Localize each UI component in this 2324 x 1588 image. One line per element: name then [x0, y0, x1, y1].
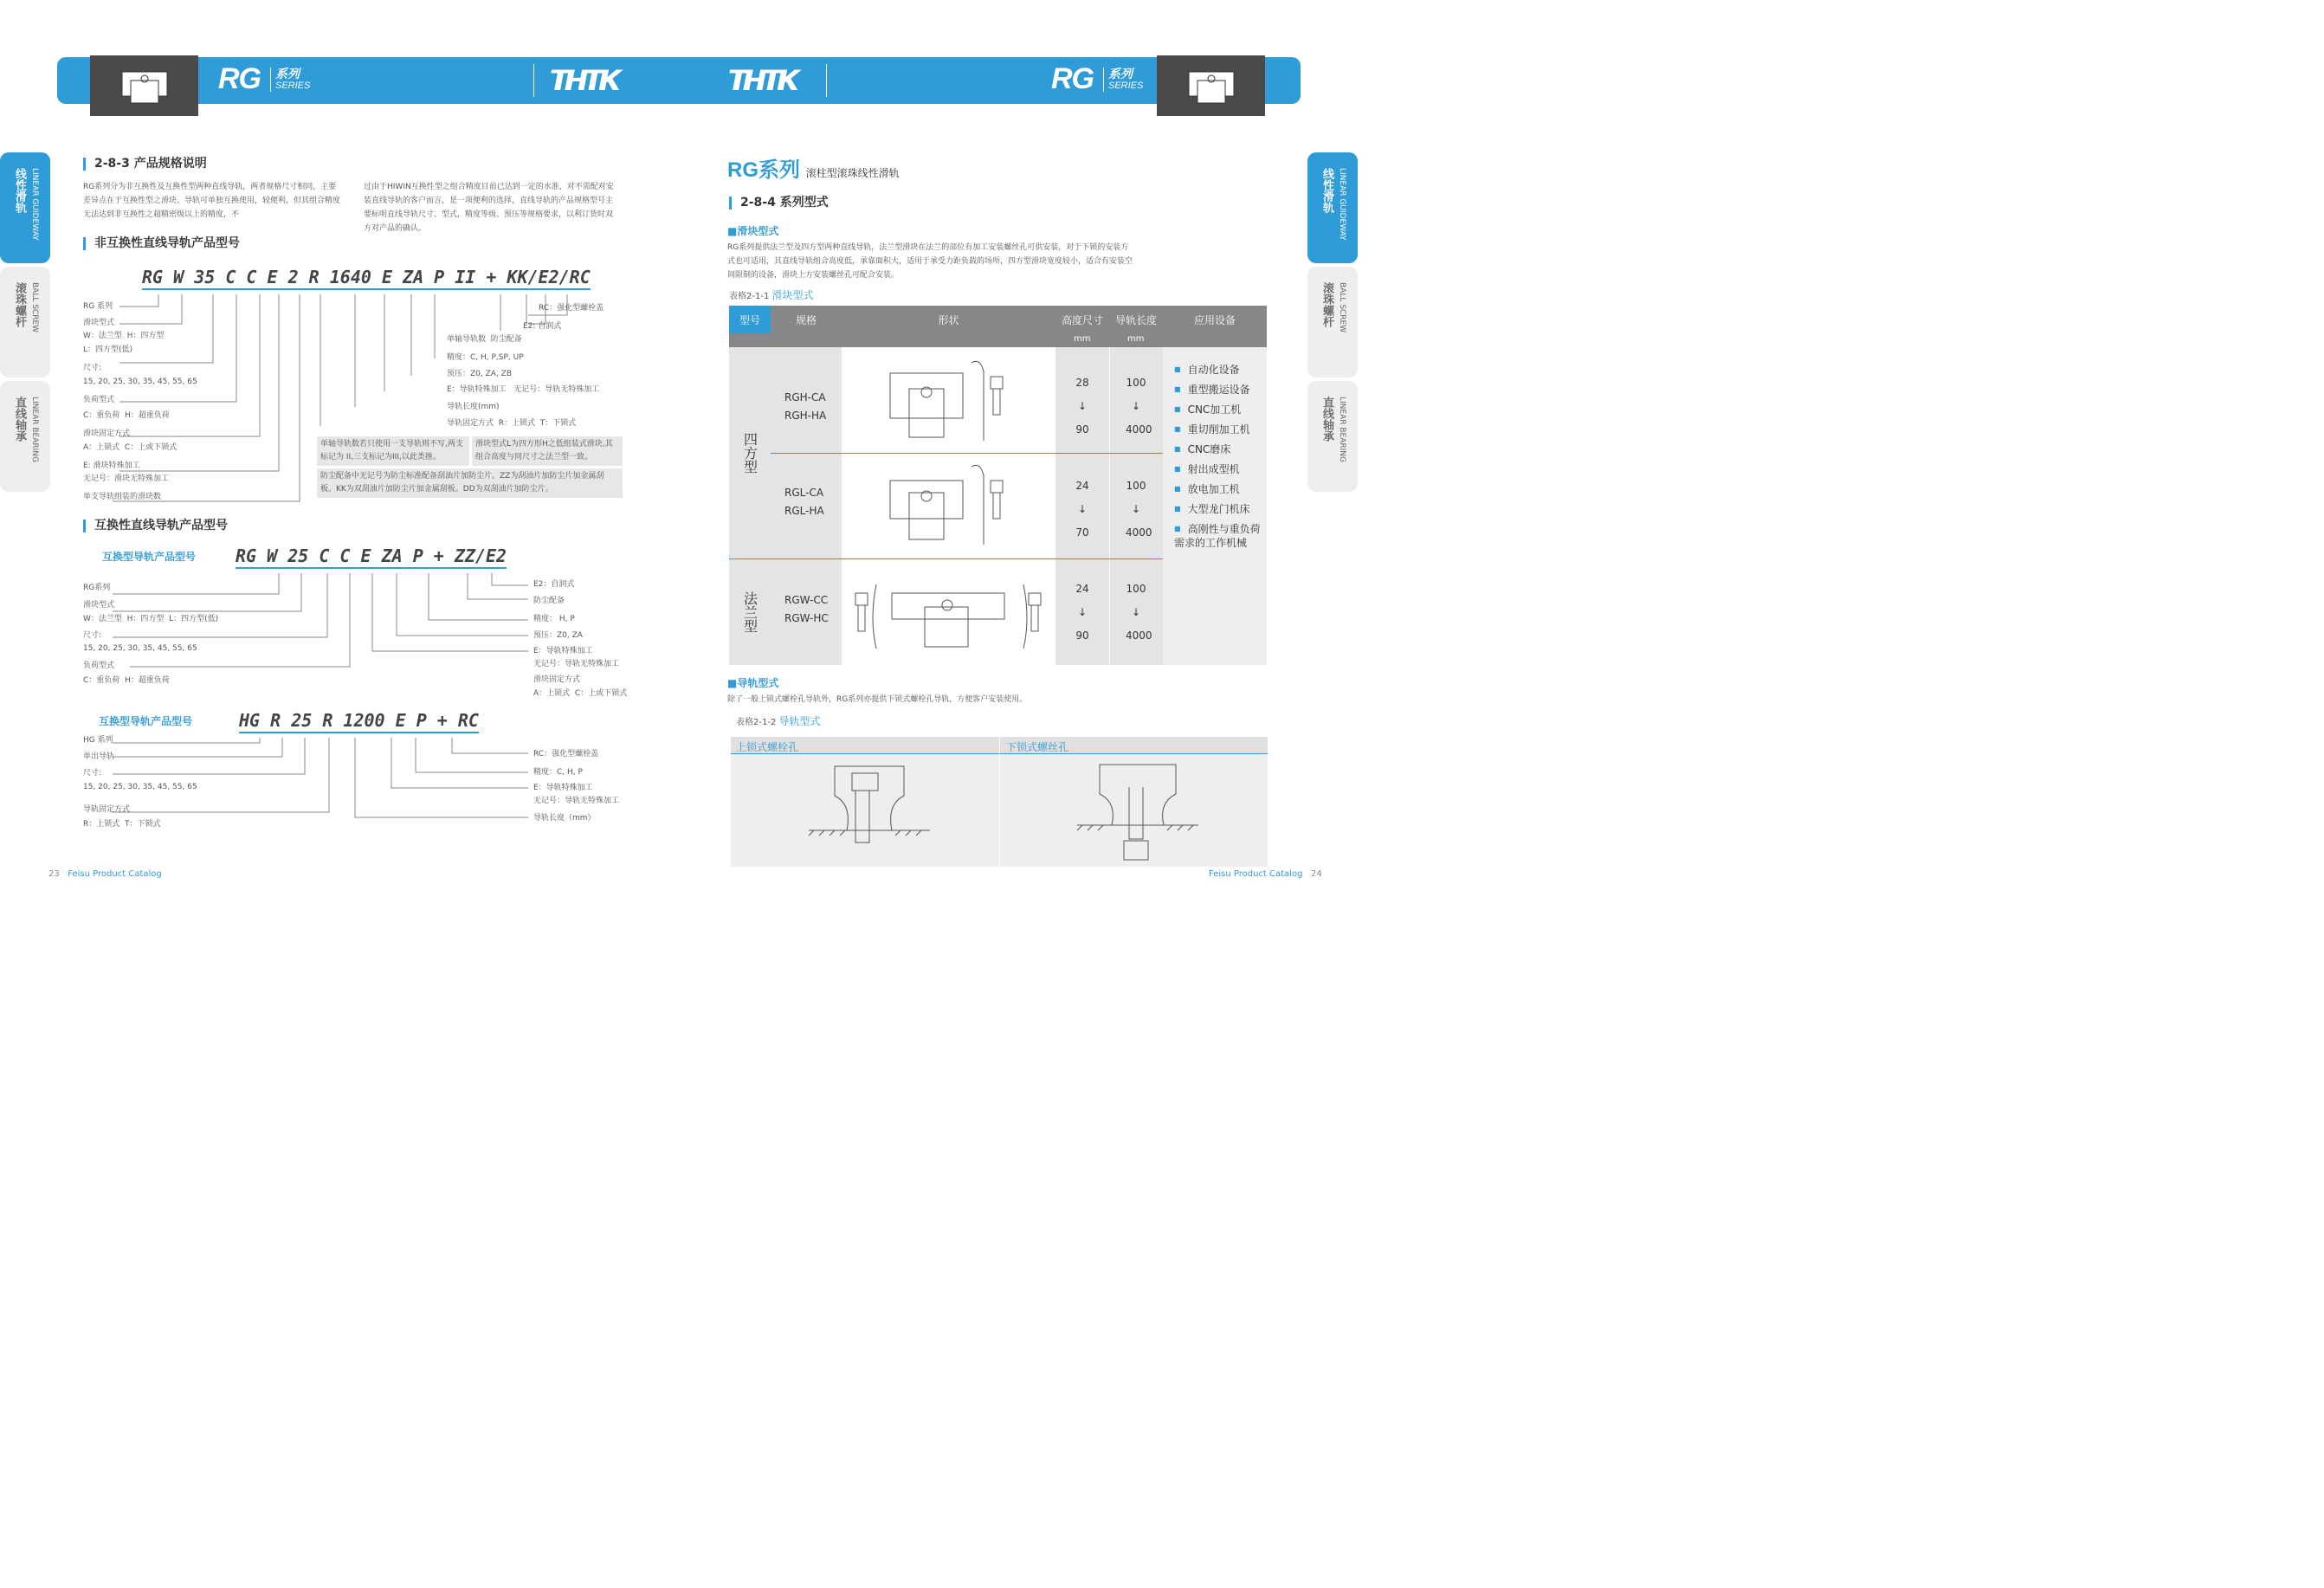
label: E：导轨特殊加工 无记号：导轨无特殊加工 [447, 385, 600, 394]
label: W：法兰型 H：四方型 [83, 332, 165, 340]
brand-logo-right: THTK [727, 64, 796, 97]
label: 滑块固定方式 [533, 675, 581, 684]
length-cell: 100 ↓ 4000 [1126, 583, 1152, 642]
label: HG 系列 [83, 736, 113, 745]
table-caption: 表格2-1-1 滑块型式 [729, 289, 814, 301]
tab-ball-screw[interactable]: 滚珠螺杆 BALL SCREW [1307, 267, 1358, 378]
label: 尺寸: [83, 364, 102, 372]
model-code: RG W 25 C C E ZA P + ZZ/E2 [236, 545, 507, 569]
subheading: ■滑块型式 [727, 225, 779, 237]
label: E: 滑块特殊加工 [83, 462, 140, 470]
label: RG 系列 [83, 302, 113, 311]
tab-ball-screw[interactable]: 滚珠螺杆 BALL SCREW [0, 267, 50, 378]
label: L：四方型(低) [83, 345, 133, 354]
bottom-lock-rail-drawing [1077, 761, 1198, 865]
label: C：重负荷 H：超重负荷 [83, 411, 170, 420]
brand-logo-left: THTK [549, 64, 617, 97]
spec-cell: RGW-CC RGW-HC [784, 594, 829, 624]
paragraph: RG系列提供法兰型及四方型两种直线导轨，法兰型滑块在法兰的部位有加工安装螺丝孔可供安装，对于下锁的安装方式也可适用，其直线导轨组合高度低，承靠面积大，适用于承受力距负载的场所，四方型滑块宽度较小，适合有安装空间限制的设备，滑块上方安装螺丝孔可配合安装。 [727, 243, 1133, 280]
spec-cell: RGH-CA RGH-HA [784, 391, 827, 422]
length-cell: 100 ↓ 4000 [1126, 377, 1152, 436]
list-item: ■ CNC磨床 [1174, 442, 1261, 456]
table-header: 形状 [842, 306, 1055, 333]
tab-linear-guideway[interactable]: 线性滑轨 LINEAR GUIDEWAY [1307, 152, 1358, 263]
tab-linear-bearing[interactable]: 直线轴承 LINEAR BEARING [1307, 381, 1358, 492]
slider-block-icon [1157, 55, 1265, 116]
table-header: 型号 [729, 306, 771, 333]
paragraph: 过由于HIWIN互换性型之组合精度目前已达到一定的水准，对不需配对安装直线导轨的客户而言，是一项便利的选择，直线导轨的产品规格型号主要标明直线导轨尺寸、型式，精度等级、预压等规格要求，以利订货时双方对产品的确认。 [364, 183, 614, 233]
table-header: 高度尺寸 [1055, 306, 1109, 333]
unit-row: mm mm [729, 333, 1267, 347]
label: 导轨固定方式 R：上锁式 T：下锁式 [447, 419, 577, 428]
label: 无记号：导轨无特殊加工 [533, 660, 620, 668]
label: 滑块型式 [83, 319, 115, 327]
series-logo-right: RG [1051, 62, 1094, 95]
list-item: ■ 高刚性与重负荷需求的工作机械 [1174, 522, 1261, 550]
tab-linear-guideway[interactable]: 线性滑轨 LINEAR GUIDEWAY [0, 152, 50, 263]
group-label: 法兰型 [729, 558, 771, 665]
group-label: 四方型 [729, 347, 771, 558]
label: 单出导轨 [83, 752, 115, 761]
model-code: RG W 35 C C E 2 R 1640 E ZA P II + KK/E2/RC [142, 267, 591, 290]
label: RG系列 [83, 584, 111, 592]
label: 尺寸: [83, 769, 102, 778]
label: C：重负荷 H：超重负荷 [83, 676, 170, 685]
label: 无记号：导轨无特殊加工 [533, 797, 620, 805]
section-heading: 非互换性直线导轨产品型号 [83, 237, 240, 250]
label: 15, 20, 25, 30, 35, 45, 55, 65 [83, 644, 197, 653]
list-item: ■ 射出成型机 [1174, 462, 1261, 476]
subheading: 互换型导轨产品型号 [102, 551, 197, 563]
block-type-table [729, 306, 1267, 665]
label: 导轨固定方式 [83, 805, 131, 814]
note: 滑块型式L为四方形H之低组装式滑块,其组合高度与同尺寸之法兰型一致。 [472, 436, 623, 466]
label: W：法兰型 H：四方型 L：四方型(低) [83, 615, 219, 623]
label: E：导轨特殊加工 [533, 784, 593, 792]
block-drawing [850, 567, 1049, 654]
row-divider [771, 453, 1163, 454]
label: A：上锁式 C：上或下锁式 [533, 689, 628, 698]
table-header: 规格 [771, 306, 842, 333]
label: 单轴导轨数 防尘配备 [447, 335, 522, 344]
section-heading: 2-8-4 系列型式 [729, 197, 829, 210]
subheading: 互换型导轨产品型号 [99, 715, 193, 727]
label: RC：强化型螺栓盖 [539, 304, 604, 313]
table-caption: 表格2-1-2 导轨型式 [736, 715, 821, 727]
label: 精度： H, P [533, 615, 575, 623]
label: 预压：Z0, ZA [533, 631, 583, 640]
divider [533, 64, 534, 97]
list-item: ■ 重型搬运设备 [1174, 383, 1261, 397]
block-drawing [885, 462, 1015, 548]
page-footer: 23 Feisu Product Catalog [48, 869, 162, 879]
table-header: 导轨长度 [1109, 306, 1163, 333]
series-label-right: 系列 SERIES [1103, 68, 1143, 92]
paragraph: RG系列分为非互换性及互换性型两种直线导轨，两者规格尺寸相同，主要差异点在于互换性型之滑块、导轨可单独互换使用，较便利，但其组合精度无法达到非互换性之超精密级以上的精度，不 [83, 183, 341, 219]
length-cell: 100 ↓ 4000 [1126, 480, 1152, 539]
divider [826, 64, 827, 97]
label: 导轨长度(mm) [447, 403, 500, 411]
row-divider [771, 558, 1163, 559]
list-item: ■ 放电加工机 [1174, 482, 1261, 496]
label: 15, 20, 25, 30, 35, 45, 55, 65 [83, 783, 197, 791]
label: E：导轨特殊加工 [533, 647, 593, 655]
label: E2：自润式 [533, 580, 575, 589]
label: RC：强化型螺栓盖 [533, 750, 599, 758]
series-label-left: 系列 SERIES [270, 68, 310, 92]
label: 导轨长度（mm） [533, 814, 596, 823]
label: A：上锁式 C：上或下锁式 [83, 443, 178, 452]
list-item: ■ 大型龙门机床 [1174, 502, 1261, 516]
page-footer: Feisu Product Catalog 24 [1209, 869, 1322, 879]
top-lock-rail-drawing [809, 761, 930, 865]
rail-type-table [731, 737, 1268, 867]
series-logo-left: RG [218, 62, 261, 95]
application-list [1174, 363, 1261, 550]
page-title: RG系列 滚柱型滚珠线性滑轨 [727, 158, 900, 182]
label: 负荷型式 [83, 662, 115, 670]
section-heading: 2-8-3 产品规格说明 [83, 158, 207, 171]
height-cell: 28 ↓ 90 [1075, 377, 1089, 436]
label: 单支导轨组装的滑块数 [83, 493, 162, 501]
label: R：上锁式 T：下锁式 [83, 820, 161, 829]
table-header: 应用设备 [1163, 306, 1267, 333]
label: E2: 自润式 [523, 322, 562, 331]
section-heading: 互换性直线导轨产品型号 [83, 520, 228, 533]
tab-linear-bearing[interactable]: 直线轴承 LINEAR BEARING [0, 381, 50, 492]
label: 负荷型式 [83, 396, 115, 404]
slider-block-icon [90, 55, 198, 116]
label: 滑块固定方式 [83, 429, 131, 438]
label: 精度：C, H, P,SP, UP [447, 353, 524, 362]
paragraph: 除了一般上锁式螺栓孔导轨外，RG系列亦提供下锁式螺栓孔导轨，方便客户安装使用。 [727, 695, 1028, 704]
table-header: 下锁式螺丝孔 [1006, 741, 1069, 753]
table-header: 上锁式螺栓孔 [736, 741, 799, 753]
column-divider [999, 737, 1000, 867]
note: 防尘配备中无记号为防尘标准配备刮油片加防尘片。ZZ为刮油片加防尘片加金属刮板。KK为双刮油片加防尘片加金属刮板。DD为双刮油片加防尘片。 [317, 468, 623, 498]
height-cell: 24 ↓ 70 [1075, 480, 1089, 539]
label: 滑块型式 [83, 601, 115, 610]
label: 15, 20, 25, 30, 35, 45, 55, 65 [83, 378, 197, 386]
note: 单轴导轨数若只使用一支导轨则不写,两支标记为 II,三支标记为III,以此类推。 [317, 436, 469, 466]
label: 预压：Z0, ZA, ZB [447, 370, 512, 378]
subheading: ■导轨型式 [727, 677, 779, 689]
spec-cell: RGL-CA RGL-HA [784, 487, 824, 517]
list-item: ■ 重切削加工机 [1174, 423, 1261, 436]
height-cell: 24 ↓ 90 [1075, 583, 1089, 642]
model-code: HG R 25 R 1200 E P + RC [239, 710, 479, 733]
list-item: ■ 自动化设备 [1174, 363, 1261, 377]
label: 尺寸: [83, 631, 102, 640]
list-item: ■ CNC加工机 [1174, 403, 1261, 416]
label: 防尘配备 [533, 597, 565, 605]
label: 精度：C, H, P [533, 768, 583, 777]
block-drawing [885, 358, 1015, 444]
label: 无记号：滑块无特殊加工 [83, 474, 170, 483]
